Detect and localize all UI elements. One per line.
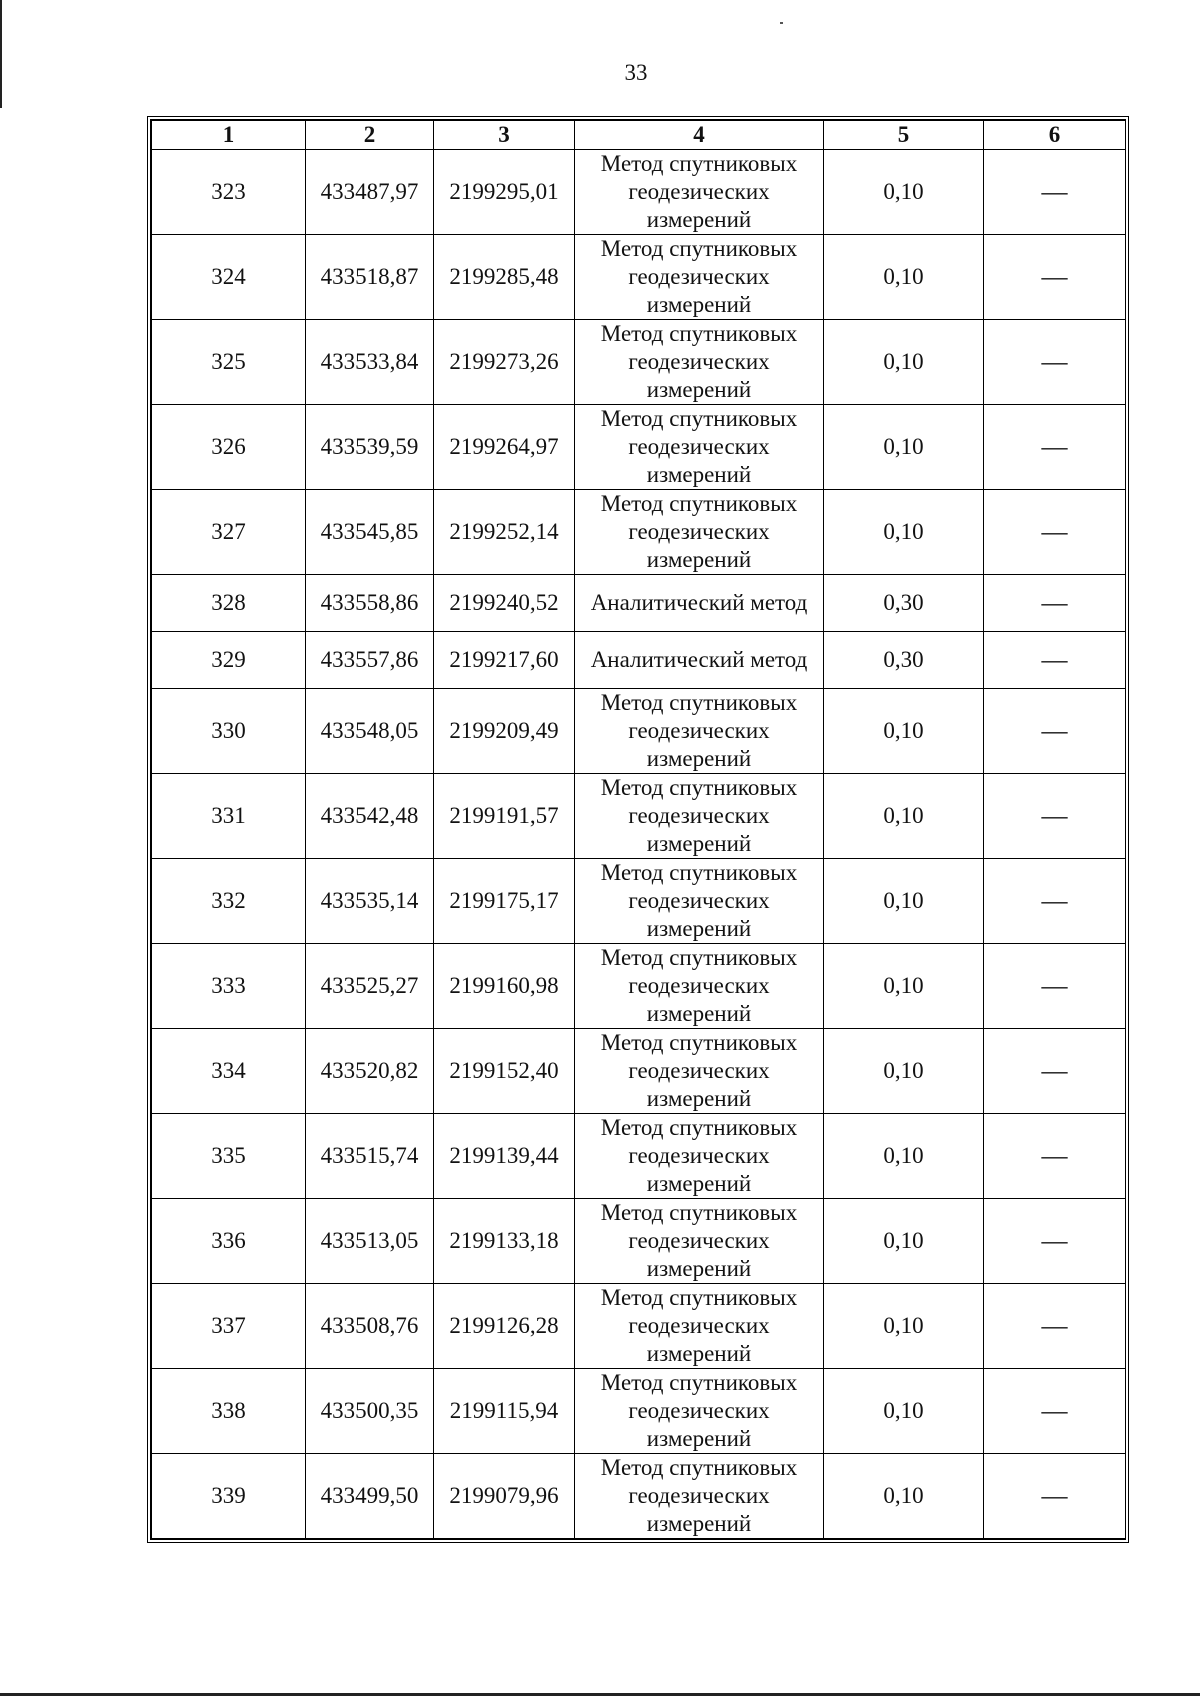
coordinate-y-cell: 2199152,40 — [434, 1029, 575, 1114]
header-cell-5: 5 — [824, 121, 984, 150]
point-number-cell: 332 — [152, 859, 306, 944]
scan-left-edge — [0, 0, 2, 108]
table-row — [152, 320, 1126, 405]
point-number-cell: 338 — [152, 1369, 306, 1454]
table-row — [152, 944, 1126, 1029]
coordinate-x-cell: 433548,05 — [306, 689, 434, 774]
coordinate-x-cell: 433545,85 — [306, 490, 434, 575]
accuracy-cell: 0,10 — [824, 689, 984, 774]
header-cell-2: 2 — [306, 121, 434, 150]
method-cell: Метод спутниковых геодезических измерений — [575, 944, 824, 1029]
method-cell: Метод спутниковых геодезических измерений — [575, 1284, 824, 1369]
coordinate-x-cell: 433513,05 — [306, 1199, 434, 1284]
description-cell: — — [984, 1029, 1126, 1114]
accuracy-cell: 0,30 — [824, 575, 984, 632]
coordinate-y-cell: 2199139,44 — [434, 1114, 575, 1199]
point-number-cell: 334 — [152, 1029, 306, 1114]
header-cell-4: 4 — [575, 121, 824, 150]
coordinate-y-cell: 2199079,96 — [434, 1454, 575, 1539]
coordinate-y-cell: 2199133,18 — [434, 1199, 575, 1284]
page-number: 33 — [624, 60, 648, 85]
method-cell: Метод спутниковых геодезических измерений — [575, 150, 824, 235]
accuracy-cell: 0,10 — [824, 944, 984, 1029]
description-cell: — — [984, 944, 1126, 1029]
point-number-cell: 330 — [152, 689, 306, 774]
coordinates-table-frame — [147, 116, 1129, 1543]
point-number-cell: 327 — [152, 490, 306, 575]
table-row — [152, 1454, 1126, 1539]
coordinate-x-cell: 433487,97 — [306, 150, 434, 235]
coordinate-x-cell: 433518,87 — [306, 235, 434, 320]
description-cell: — — [984, 235, 1126, 320]
point-number-cell: 335 — [152, 1114, 306, 1199]
method-cell: Метод спутниковых геодезических измерений — [575, 689, 824, 774]
coordinate-x-cell: 433499,50 — [306, 1454, 434, 1539]
description-cell: — — [984, 150, 1126, 235]
table-body — [152, 150, 1126, 1539]
accuracy-cell: 0,10 — [824, 1369, 984, 1454]
scan-speck — [780, 22, 783, 24]
accuracy-cell: 0,10 — [824, 150, 984, 235]
description-cell: — — [984, 1114, 1126, 1199]
accuracy-cell: 0,10 — [824, 1199, 984, 1284]
point-number-cell: 331 — [152, 774, 306, 859]
method-cell: Метод спутниковых геодезических измерений — [575, 859, 824, 944]
table-row — [152, 1199, 1126, 1284]
coordinate-y-cell: 2199160,98 — [434, 944, 575, 1029]
method-cell: Метод спутниковых геодезических измерений — [575, 1369, 824, 1454]
description-cell: — — [984, 1454, 1126, 1539]
description-cell: — — [984, 490, 1126, 575]
coordinate-x-cell: 433535,14 — [306, 859, 434, 944]
point-number-cell: 324 — [152, 235, 306, 320]
point-number-cell: 333 — [152, 944, 306, 1029]
method-cell: Метод спутниковых геодезических измерений — [575, 405, 824, 490]
coordinate-y-cell: 2199209,49 — [434, 689, 575, 774]
method-cell: Метод спутниковых геодезических измерений — [575, 1029, 824, 1114]
description-cell: — — [984, 405, 1126, 490]
table-row — [152, 1114, 1126, 1199]
accuracy-cell: 0,10 — [824, 405, 984, 490]
table-row — [152, 575, 1126, 632]
description-cell: — — [984, 1369, 1126, 1454]
coordinate-x-cell: 433515,74 — [306, 1114, 434, 1199]
table-header-row — [152, 121, 1126, 150]
coordinate-x-cell: 433539,59 — [306, 405, 434, 490]
coordinate-y-cell: 2199126,28 — [434, 1284, 575, 1369]
description-cell: — — [984, 575, 1126, 632]
point-number-cell: 325 — [152, 320, 306, 405]
accuracy-cell: 0,10 — [824, 235, 984, 320]
method-cell: Метод спутниковых геодезических измерений — [575, 490, 824, 575]
method-cell: Метод спутниковых геодезических измерений — [575, 320, 824, 405]
coordinate-x-cell: 433520,82 — [306, 1029, 434, 1114]
coordinate-x-cell: 433542,48 — [306, 774, 434, 859]
accuracy-cell: 0,10 — [824, 1029, 984, 1114]
method-cell: Метод спутниковых геодезических измерений — [575, 235, 824, 320]
point-number-cell: 328 — [152, 575, 306, 632]
coordinate-y-cell: 2199191,57 — [434, 774, 575, 859]
description-cell: — — [984, 1284, 1126, 1369]
description-cell: — — [984, 632, 1126, 689]
table-row — [152, 632, 1126, 689]
header-cell-1: 1 — [152, 121, 306, 150]
table-row — [152, 490, 1126, 575]
accuracy-cell: 0,10 — [824, 490, 984, 575]
coordinate-y-cell: 2199264,97 — [434, 405, 575, 490]
coordinates-table — [151, 120, 1126, 1539]
description-cell: — — [984, 774, 1126, 859]
method-cell: Аналитический метод — [575, 575, 824, 632]
coordinate-y-cell: 2199115,94 — [434, 1369, 575, 1454]
accuracy-cell: 0,10 — [824, 859, 984, 944]
coordinate-x-cell: 433558,86 — [306, 575, 434, 632]
header-cell-3: 3 — [434, 121, 575, 150]
point-number-cell: 336 — [152, 1199, 306, 1284]
table-row — [152, 859, 1126, 944]
point-number-cell: 323 — [152, 150, 306, 235]
coordinate-x-cell: 433500,35 — [306, 1369, 434, 1454]
method-cell: Метод спутниковых геодезических измерений — [575, 1454, 824, 1539]
coordinate-y-cell: 2199295,01 — [434, 150, 575, 235]
description-cell: — — [984, 689, 1126, 774]
accuracy-cell: 0,10 — [824, 320, 984, 405]
coordinate-y-cell: 2199252,14 — [434, 490, 575, 575]
coordinate-y-cell: 2199175,17 — [434, 859, 575, 944]
header-cell-6: 6 — [984, 121, 1126, 150]
point-number-cell: 329 — [152, 632, 306, 689]
coordinate-x-cell: 433508,76 — [306, 1284, 434, 1369]
method-cell: Метод спутниковых геодезических измерений — [575, 774, 824, 859]
coordinate-x-cell: 433533,84 — [306, 320, 434, 405]
table-row — [152, 1029, 1126, 1114]
table-row — [152, 150, 1126, 235]
description-cell: — — [984, 1199, 1126, 1284]
method-cell: Аналитический метод — [575, 632, 824, 689]
coordinate-y-cell: 2199240,52 — [434, 575, 575, 632]
coordinate-x-cell: 433557,86 — [306, 632, 434, 689]
table-row — [152, 235, 1126, 320]
coordinate-x-cell: 433525,27 — [306, 944, 434, 1029]
coordinate-y-cell: 2199273,26 — [434, 320, 575, 405]
point-number-cell: 339 — [152, 1454, 306, 1539]
table-row — [152, 774, 1126, 859]
point-number-cell: 326 — [152, 405, 306, 490]
accuracy-cell: 0,10 — [824, 1454, 984, 1539]
table-row — [152, 405, 1126, 490]
accuracy-cell: 0,10 — [824, 1114, 984, 1199]
table-row — [152, 1369, 1126, 1454]
accuracy-cell: 0,10 — [824, 1284, 984, 1369]
point-number-cell: 337 — [152, 1284, 306, 1369]
description-cell: — — [984, 320, 1126, 405]
accuracy-cell: 0,30 — [824, 632, 984, 689]
method-cell: Метод спутниковых геодезических измерений — [575, 1114, 824, 1199]
table-row — [152, 689, 1126, 774]
table-row — [152, 1284, 1126, 1369]
accuracy-cell: 0,10 — [824, 774, 984, 859]
coordinate-y-cell: 2199217,60 — [434, 632, 575, 689]
method-cell: Метод спутниковых геодезических измерений — [575, 1199, 824, 1284]
description-cell: — — [984, 859, 1126, 944]
coordinate-y-cell: 2199285,48 — [434, 235, 575, 320]
